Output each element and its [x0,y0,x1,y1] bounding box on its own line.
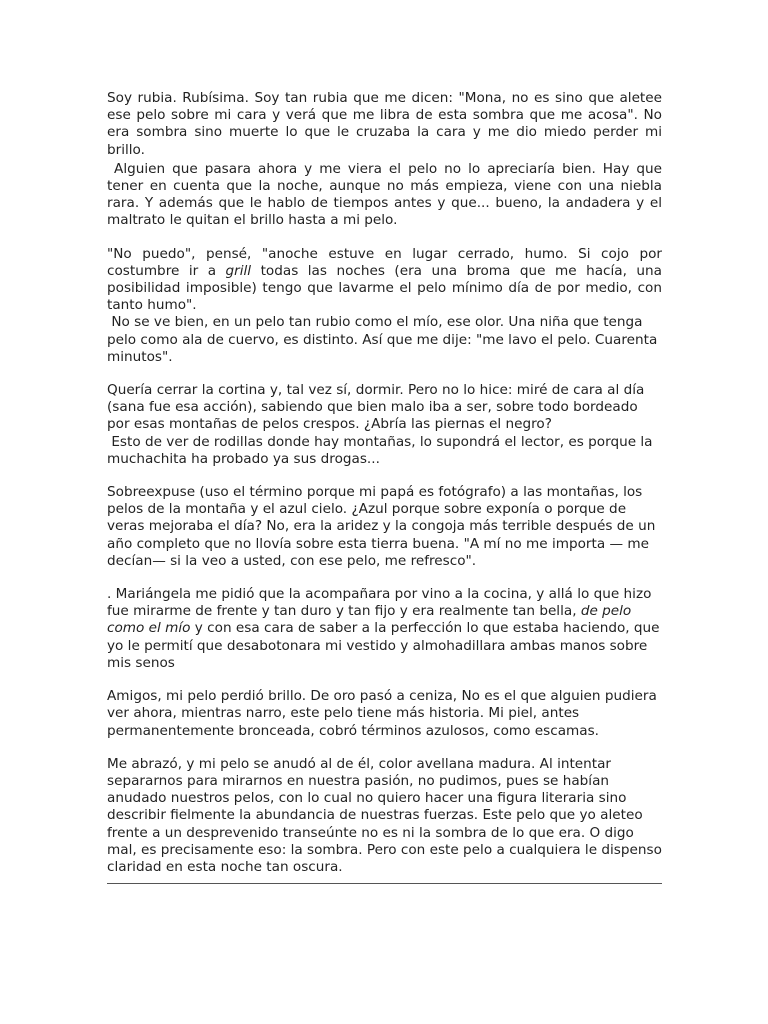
paragraph-5: Quería cerrar la cortina y, tal vez sí, dormir. Pero no lo hice: miré de cara al día (sana fue esa acción), sabiendo que bien malo iba a ser, sobre todo bordeado por esas montañas de pelos crespos. ¿Abría las piernas el negro? [107,382,645,433]
paragraph-2: Alguien que pasara ahora y me viera el pelo no lo apreciaría bien. Hay que tener en cuenta que la noche, aunque no más empieza, viene con una niebla rara. Y además que le hablo de tiempos antes y que... bueno, la andadera y el maltrato le quitan el brillo hasta a mi pelo. [107,160,662,229]
paragraph-8-part-b: y con esa cara de saber a la perfección lo que estaba haciendo, que yo le permití que desabotonara mi vestido y almohadillara ambas manos sobre mis senos [107,620,660,671]
paragraph-6: Esto de ver de rodillas donde hay montañas, lo supondrá el lector, es porque la muchachita ha probado ya sus drogas... [107,433,653,467]
paragraph-4: No se ve bien, en un pelo tan rubio como el mío, ese olor. Una niña que tenga pelo como ala de cuervo, es distinto. Así que me dije: "me lavo el pelo. Cuarenta minutos". [107,314,658,365]
paragraph-3-part-a: "No puedo", pensé, "anoche estuve en lugar cerrado, humo. Si cojo por costumbre ir a [107,245,662,279]
paragraph-9: Amigos, mi pelo perdió brillo. De oro pasó a ceniza, No es el que alguien pudiera ver ahora, mientras narro, este pelo tiene más historia. Mi piel, antes permanentemente bronceada, cobró términos azulosos, como escamas. [107,688,657,739]
bottom-divider [107,883,662,884]
paragraph-7: Sobreexpuse (uso el término porque mi papá es fotógrafo) a las montañas, los pelos de la montaña y el azul cielo. ¿Azul porque sobre exponía o porque de veras mejoraba el día? No, era la aridez y la congoja más terrible después de un año completo que no llovía sobre esta tierra buena. "A mí no me importa — me decían— si la veo a usted, con ese pelo, me refresco". [107,484,656,569]
paragraph-1: Soy rubia. Rubísima. Soy tan rubia que me dicen: "Mona, no es sino que aletee ese pelo sobre mi cara y verá que me libra de esta sombra que me acosa". No era sombra sino muerte lo que le cruzaba la cara y me dio miedo perder mi brillo. [107,90,662,158]
paragraph-3-part-b: todas las noches (era una broma que me hacía, una posibilidad imposible) tengo que lavarme el pelo mínimo día de por medio, con tanto humo". [107,262,662,314]
paragraph-8-part-a: . Mariángela me pidió que la acompañara por vino a la cocina, y allá lo que hizo fue mirarme de frente y tan duro y tan fijo y era realmente tan bella, [107,586,652,620]
paragraph-8 [107,586,662,672]
paragraph-8-italic: de pelo como el mío [107,603,632,637]
paragraph-10: Me abrazó, y mi pelo se anudó al de él, color avellana madura. Al intentar separarnos para mirarnos en nuestra pasión, no pudimos, pues se habían anudado nuestros pelos, con lo cual no quiero hacer una figura literaria sino describir fielmente la abundancia de nuestras fuerzas. Este pelo que yo aleteo frente a un desprevenido transeúnte no es ni la sombra de lo que era. O digo mal, es precisamente eso: la sombra. Pero con este pelo a cualquiera le dispenso claridad en esta noche tan oscura. [107,755,662,875]
story-text [107,90,662,876]
paragraph-3-italic: grill [225,262,252,279]
paragraph-3 [107,246,662,315]
